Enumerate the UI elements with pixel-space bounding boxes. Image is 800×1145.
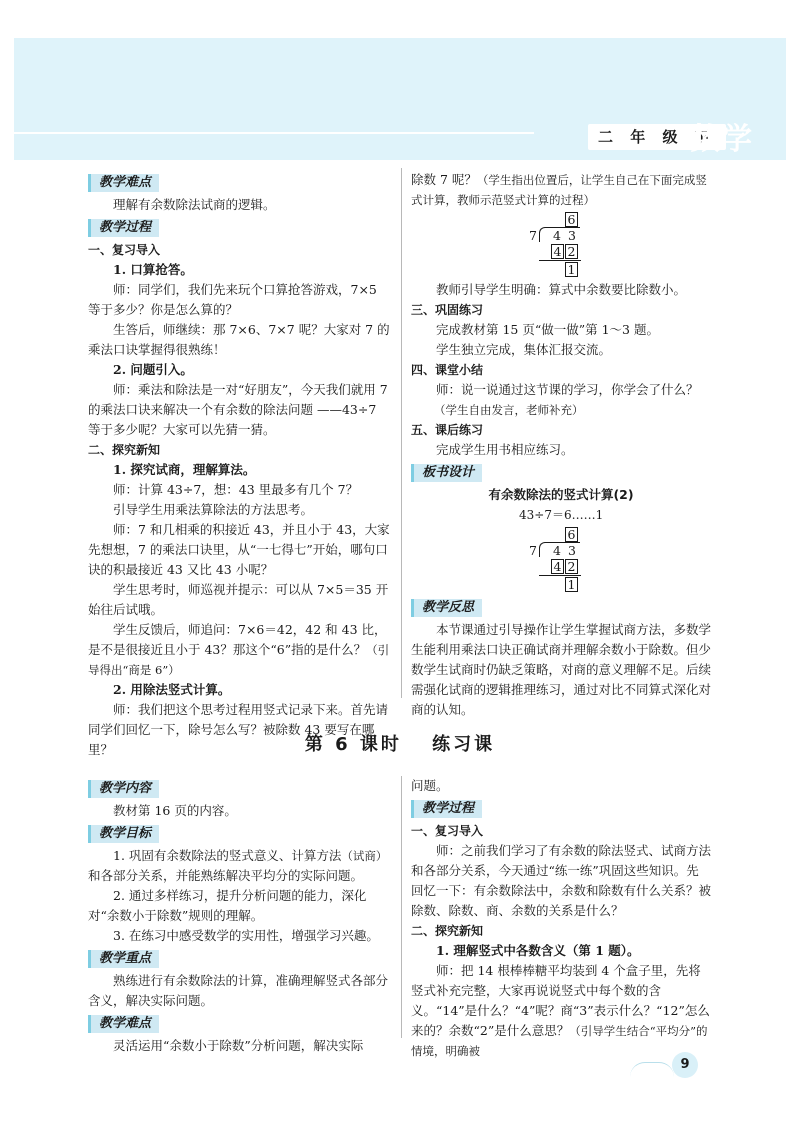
step-oral-quiz: 1. 口算抢答。 (113, 262, 193, 277)
divisor: 7 (529, 543, 537, 558)
paragraph-note: （引导得出“商是 6”） (88, 643, 390, 677)
difficulty-text: 灵活运用“余数小于除数”分析问题，解决实际 (113, 1038, 364, 1053)
paragraph: 问题。 (411, 778, 449, 793)
top-right-column (411, 170, 711, 720)
goal-text: 1. 巩固有余数除法的竖式意义、计算方法 (113, 848, 342, 863)
section-review-title: 一、复习导入 (411, 824, 484, 838)
dividend-tens: 4 (553, 543, 561, 558)
key-point-text: 熟练进行有余数除法的计算，准确理解竖式各部分含义，解决实际问题。 (88, 973, 389, 1008)
step-meaning: 1. 理解竖式中各数含义（第 1 题）。 (436, 943, 640, 958)
section-summary-title: 四、课堂小结 (411, 363, 484, 377)
goal-item: 3. 在练习中感受数学的实用性，增强学习兴趣。 (113, 928, 379, 943)
dividend-ones: 3 (568, 228, 576, 243)
product-tens-box: 4 (551, 559, 564, 574)
product-tens-box: 4 (551, 244, 564, 259)
paragraph-text: 学生反馈后，师追问：7×6＝42，42 和 43 比，是不是很接近且小于 43？那这个“6”指的是什么？ (88, 622, 387, 657)
grade-label: 二 年 级 下 (588, 124, 726, 150)
paragraph-note: （学生指出位置后，让学生自己在下面完成竖式计算，教师示范竖式计算的过程） (411, 173, 707, 207)
paragraph: 师：乘法和除法是一对“好朋友”，今天我们就用 7 的乘法口诀来解决一个有余数的除法问题 ——43÷7 等于多少呢？大家可以先猜一猜。 (88, 382, 388, 437)
board-design-tag: 板书设计 (411, 464, 482, 482)
lesson-title: 第 6 课时 练习课 (304, 734, 496, 755)
header-line (14, 132, 534, 134)
difficulty-tag: 教学难点 (88, 174, 159, 192)
quotient-box: 6 (565, 527, 578, 542)
goal-item (88, 846, 390, 886)
reflection-text: 本节课通过引导操作让学生掌握试商方法，多数学生能利用乘法口诀正确试商并理解余数小于除数。但少数学生试商时仍缺乏策略，对商的意义理解不足。后续需强化试商的逻辑推理练习，通过对比不同算式深化对商的认知。 (411, 622, 712, 717)
reflection-tag: 教学反思 (411, 599, 482, 617)
divisor: 7 (529, 228, 537, 243)
subtraction-line (539, 575, 581, 576)
section-explore-title: 二、探究新知 (88, 443, 161, 457)
dividend-ones: 3 (568, 543, 576, 558)
section-homework-title: 五、课后练习 (411, 423, 484, 437)
paragraph: 完成教材第 15 页“做一做”第 1～3 题。 (436, 322, 659, 337)
goal-text: 和各部分关系，并能熟练解决平均分的实际问题。 (88, 868, 364, 883)
difficulty-tag: 教学难点 (88, 1015, 159, 1033)
product-ones-box: 2 (565, 244, 578, 259)
section-review-title: 一、复习导入 (88, 243, 161, 257)
step-vertical-division: 2. 用除法竖式计算。 (113, 682, 231, 697)
subtraction-line (539, 260, 581, 261)
step-problem-intro: 2. 问题引入。 (113, 362, 193, 377)
product-ones-box: 2 (565, 559, 578, 574)
page-number: 9 (672, 1052, 698, 1078)
remainder-box: 1 (565, 262, 578, 277)
board-equation: 43÷7＝6……1 (519, 508, 604, 522)
bottom-left-column (88, 776, 390, 1056)
quotient-box: 6 (565, 212, 578, 227)
column-divider (401, 776, 402, 1038)
paragraph-note: （学生自由发言，老师补充） (434, 403, 584, 417)
paragraph: 引导学生用乘法算除法的方法思考。 (113, 502, 314, 517)
subject-logo: 数学 (690, 122, 754, 157)
top-left-column (88, 170, 390, 760)
long-division-1 (411, 212, 711, 278)
paragraph: 师：我们把这个思考过程用竖式记录下来。首先请同学们回忆一下，除号怎么写？被除数 43 要写在哪里？ (88, 702, 389, 757)
paragraph: 教师引导学生明确：算式中余数要比除数小。 (436, 282, 687, 297)
remainder-box: 1 (565, 577, 578, 592)
process-tag: 教学过程 (88, 219, 159, 237)
paragraph: 学生独立完成，集体汇报交流。 (436, 342, 612, 357)
paragraph-note: （引导学生结合“平均分”的情境，明确被 (411, 1024, 708, 1058)
page-number-decoration (630, 1062, 674, 1077)
board-title: 有余数除法的竖式计算(2) (488, 487, 634, 502)
paragraph: 师：说一说通过这节课的学习，你学会了什么？ (436, 382, 699, 397)
paragraph: 完成学生用书相应练习。 (436, 442, 574, 457)
paragraph: 师：计算 43÷7，想：43 里最多有几个 7？ (113, 482, 359, 497)
step-trial-quotient: 1. 探究试商，理解算法。 (113, 462, 256, 477)
long-division-2 (411, 527, 711, 593)
bottom-right-column (411, 776, 711, 1061)
paragraph: 师：同学们，我们先来玩个口算抢答游戏，7×5 等于多少？你是怎么算的？ (88, 282, 377, 317)
paragraph: 师：之前我们学习了有余数的除法竖式、试商方法和各部分关系，今天通过“练一练”巩固这些知识。先回忆一下：有余数除法中，余数和除数有什么关系？被除数、除数、商、余数的关系是什么？ (411, 843, 712, 918)
paragraph: 学生思考时，师巡视并提示：可以从 7×5＝35 开始往后试哦。 (88, 582, 389, 617)
dividend-tens: 4 (553, 228, 561, 243)
section-practice-title: 三、巩固练习 (411, 303, 484, 317)
column-divider (401, 168, 402, 698)
paragraph-text: 师：把 14 根棒棒糖平均装到 4 个盒子里，先将竖式补充完整，大家再说说竖式中每个数的含义。“14”是什么？“4”呢？商“3”表示什么？“12”怎么来的？余数“2”是什么意思？ (411, 963, 710, 1038)
paragraph-text: 除数 7 呢？ (411, 172, 477, 187)
paragraph (88, 620, 390, 680)
goal-item: 2. 通过多样练习，提升分析问题的能力，深化对“余数小于除数”规则的理解。 (88, 888, 367, 923)
paragraph: 生答后，师继续：那 7×6、7×7 呢？大家对 7 的乘法口诀掌握得很熟练！ (88, 322, 390, 357)
difficulty-text: 理解有余数除法试商的逻辑。 (113, 197, 276, 212)
process-tag: 教学过程 (411, 800, 482, 818)
paragraph: 师：7 和几相乘的积接近 43，并且小于 43，大家先想想，7 的乘法口诀里，从“一七得七”开始，哪句口诀的积最接近 43 又比 43 小呢？ (88, 522, 390, 577)
section-explore-title: 二、探究新知 (411, 924, 484, 938)
goal-note: （试商） (341, 849, 388, 863)
goal-tag: 教学目标 (88, 825, 159, 843)
content-text: 教材第 16 页的内容。 (113, 803, 237, 818)
content-tag: 教学内容 (88, 780, 159, 798)
paragraph (411, 961, 711, 1061)
key-point-tag: 教学重点 (88, 950, 159, 968)
paragraph (411, 170, 711, 210)
